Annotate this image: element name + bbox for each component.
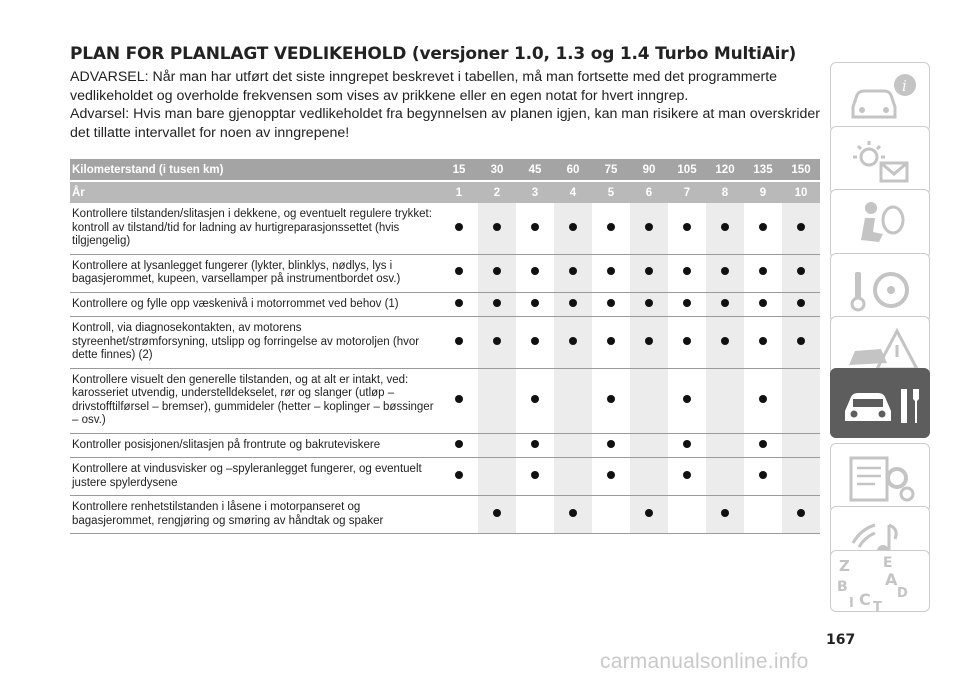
scheduled-dot-icon bbox=[569, 267, 577, 275]
car-info-icon bbox=[831, 63, 931, 133]
scheduled-dot-icon bbox=[759, 395, 767, 403]
km-cell: 60 bbox=[554, 159, 592, 181]
index-letter: C bbox=[859, 590, 871, 609]
interval-cell bbox=[554, 496, 592, 534]
interval-cell bbox=[630, 368, 668, 433]
scheduled-dot-icon bbox=[531, 267, 539, 275]
km-header-label: Kilometerstand (i tusen km) bbox=[70, 159, 440, 181]
scheduled-dot-icon bbox=[797, 509, 805, 517]
scheduled-dot-icon bbox=[569, 337, 577, 345]
km-cell: 90 bbox=[630, 159, 668, 181]
interval-cell bbox=[782, 203, 820, 254]
scheduled-dot-icon bbox=[759, 223, 767, 231]
task-label: Kontroll, via diagnosekontakten, av motorens styreenhet/strømforsyning, utslipp og forringelse av motoroljen (hvor dette finnes) (2) bbox=[70, 317, 440, 369]
interval-cell bbox=[744, 368, 782, 433]
interval-cell bbox=[744, 254, 782, 292]
index-letter: Z bbox=[839, 557, 850, 575]
interval-cell bbox=[706, 292, 744, 317]
scheduled-dot-icon bbox=[493, 267, 501, 275]
interval-cell bbox=[440, 254, 478, 292]
scheduled-dot-icon bbox=[531, 395, 539, 403]
interval-cell bbox=[478, 458, 516, 496]
interval-cell bbox=[744, 496, 782, 534]
sidebar-tab-specifications[interactable] bbox=[830, 443, 930, 513]
km-cell: 135 bbox=[744, 159, 782, 181]
specifications-icon bbox=[831, 444, 931, 514]
interval-cell bbox=[554, 203, 592, 254]
interval-cell bbox=[630, 458, 668, 496]
interval-cell bbox=[706, 203, 744, 254]
scheduled-dot-icon bbox=[607, 267, 615, 275]
scheduled-dot-icon bbox=[683, 337, 691, 345]
interval-cell bbox=[744, 203, 782, 254]
table-row bbox=[70, 317, 820, 369]
scheduled-dot-icon bbox=[759, 337, 767, 345]
scheduled-dot-icon bbox=[683, 299, 691, 307]
table-row bbox=[70, 433, 820, 458]
interval-cell bbox=[744, 458, 782, 496]
year-cell: 7 bbox=[668, 181, 706, 203]
scheduled-dot-icon bbox=[455, 267, 463, 275]
interval-cell bbox=[630, 292, 668, 317]
interval-cell bbox=[668, 433, 706, 458]
interval-cell bbox=[516, 496, 554, 534]
interval-cell bbox=[592, 254, 630, 292]
table-row bbox=[70, 458, 820, 496]
interval-cell bbox=[782, 433, 820, 458]
interval-cell bbox=[630, 317, 668, 369]
interval-cell bbox=[516, 203, 554, 254]
scheduled-dot-icon bbox=[645, 337, 653, 345]
scheduled-dot-icon bbox=[531, 337, 539, 345]
km-cell: 105 bbox=[668, 159, 706, 181]
scheduled-dot-icon bbox=[455, 337, 463, 345]
index-letter: E bbox=[883, 555, 893, 571]
sidebar-tab-index[interactable] bbox=[830, 550, 930, 612]
interval-cell bbox=[782, 317, 820, 369]
interval-cell bbox=[668, 458, 706, 496]
scheduled-dot-icon bbox=[455, 299, 463, 307]
scheduled-dot-icon bbox=[683, 267, 691, 275]
scheduled-dot-icon bbox=[683, 440, 691, 448]
interval-cell bbox=[592, 368, 630, 433]
km-cell: 30 bbox=[478, 159, 516, 181]
table-row bbox=[70, 203, 820, 254]
interval-cell bbox=[782, 254, 820, 292]
scheduled-dot-icon bbox=[455, 223, 463, 231]
scheduled-dot-icon bbox=[607, 299, 615, 307]
year-cell: 1 bbox=[440, 181, 478, 203]
interval-cell bbox=[478, 496, 516, 534]
interval-cell bbox=[744, 433, 782, 458]
km-cell: 75 bbox=[592, 159, 630, 181]
svg-text:i: i bbox=[902, 77, 907, 95]
scheduled-dot-icon bbox=[493, 299, 501, 307]
scheduled-dot-icon bbox=[683, 223, 691, 231]
interval-cell bbox=[782, 496, 820, 534]
scheduled-dot-icon bbox=[759, 299, 767, 307]
scheduled-dot-icon bbox=[531, 440, 539, 448]
scheduled-dot-icon bbox=[607, 440, 615, 448]
year-cell: 3 bbox=[516, 181, 554, 203]
steering-wheel-key-icon bbox=[831, 254, 931, 324]
interval-cell bbox=[554, 433, 592, 458]
interval-cell bbox=[706, 433, 744, 458]
interval-cell bbox=[440, 292, 478, 317]
interval-cell bbox=[744, 317, 782, 369]
scheduled-dot-icon bbox=[721, 267, 729, 275]
year-cell: 6 bbox=[630, 181, 668, 203]
interval-cell bbox=[668, 317, 706, 369]
task-label: Kontrollere visuelt den generelle tilstanden, og at alt er intakt, ved: karosseriet utvendig, understelldekselet, rør og slanger (utløp – drivstofftilførsel – bremser), gummideler (hetter – koplinger – bøssinger – osv.) bbox=[70, 368, 440, 433]
year-cell: 4 bbox=[554, 181, 592, 203]
scheduled-dot-icon bbox=[455, 395, 463, 403]
interval-cell bbox=[706, 317, 744, 369]
interval-cell bbox=[592, 433, 630, 458]
warning-lights-icon bbox=[831, 127, 931, 197]
table-row bbox=[70, 496, 820, 534]
warning-paragraph-1: ADVARSEL: Når man har utført det siste inngrepet beskrevet i tabellen, må man fortsette med det programmerte vedlikeholdet og overholde frekvensen som vises av prikkene eller en egen notat for hvert inngrep. bbox=[70, 69, 778, 104]
scheduled-dot-icon bbox=[759, 440, 767, 448]
scheduled-dot-icon bbox=[645, 223, 653, 231]
scheduled-dot-icon bbox=[683, 395, 691, 403]
year-cell: 10 bbox=[782, 181, 820, 203]
interval-cell bbox=[516, 254, 554, 292]
year-cell: 8 bbox=[706, 181, 744, 203]
table-row bbox=[70, 368, 820, 433]
page-number: 167 bbox=[826, 632, 856, 648]
interval-cell bbox=[630, 433, 668, 458]
interval-cell bbox=[630, 254, 668, 292]
km-cell: 120 bbox=[706, 159, 744, 181]
interval-cell bbox=[516, 292, 554, 317]
interval-cell bbox=[782, 458, 820, 496]
task-label: Kontrollere at lysanlegget fungerer (lykter, blinklys, nødlys, lys i bagasjerommet, kupeen, varsellamper på instrumentbordet osv.) bbox=[70, 254, 440, 292]
year-header-row bbox=[70, 181, 820, 203]
task-label: Kontroller posisjonen/slitasjen på frontrute og bakruteviskere bbox=[70, 433, 440, 458]
interval-cell bbox=[706, 254, 744, 292]
task-label: Kontrollere at vindusvisker og –spyleranlegget fungerer, og eventuelt justere spylerdysene bbox=[70, 458, 440, 496]
interval-cell bbox=[478, 292, 516, 317]
interval-cell bbox=[516, 317, 554, 369]
interval-cell bbox=[478, 317, 516, 369]
interval-cell bbox=[554, 292, 592, 317]
interval-cell bbox=[516, 368, 554, 433]
scheduled-dot-icon bbox=[569, 223, 577, 231]
interval-cell bbox=[782, 368, 820, 433]
km-cell: 15 bbox=[440, 159, 478, 181]
scheduled-dot-icon bbox=[493, 337, 501, 345]
interval-cell bbox=[592, 496, 630, 534]
km-cell: 45 bbox=[516, 159, 554, 181]
interval-cell bbox=[440, 368, 478, 433]
interval-cell bbox=[668, 203, 706, 254]
interval-cell bbox=[440, 496, 478, 534]
interval-cell bbox=[782, 292, 820, 317]
scheduled-dot-icon bbox=[455, 440, 463, 448]
interval-cell bbox=[592, 317, 630, 369]
airbag-seat-icon bbox=[831, 190, 931, 260]
interval-cell bbox=[516, 458, 554, 496]
scheduled-dot-icon bbox=[607, 337, 615, 345]
index-icon bbox=[831, 551, 931, 613]
interval-cell bbox=[706, 458, 744, 496]
interval-cell bbox=[668, 368, 706, 433]
sidebar-tab-starting-driving[interactable] bbox=[830, 253, 930, 323]
scheduled-dot-icon bbox=[531, 299, 539, 307]
maintenance-table bbox=[70, 159, 820, 534]
interval-cell bbox=[554, 458, 592, 496]
index-letter: A bbox=[885, 570, 898, 589]
task-label: Kontrollere renhetstilstanden i låsene i motorpanseret og bagasjerommet, rengjøring og smøring av håndtak og spaker bbox=[70, 496, 440, 534]
interval-cell bbox=[440, 203, 478, 254]
scheduled-dot-icon bbox=[493, 509, 501, 517]
scheduled-dot-icon bbox=[797, 223, 805, 231]
interval-cell bbox=[706, 496, 744, 534]
interval-cell bbox=[440, 317, 478, 369]
page-title: PLAN FOR PLANLAGT VEDLIKEHOLD (versjoner 1.0, 1.3 og 1.4 Turbo MultiAir) bbox=[70, 44, 797, 64]
scheduled-dot-icon bbox=[759, 267, 767, 275]
scheduled-dot-icon bbox=[759, 471, 767, 479]
table-row bbox=[70, 254, 820, 292]
scheduled-dot-icon bbox=[645, 267, 653, 275]
index-letter: I bbox=[849, 596, 854, 611]
interval-cell bbox=[668, 254, 706, 292]
warning-paragraph-2: Advarsel: Hvis man bare gjenopptar vedlikeholdet fra begynnelsen av planen igjen, kan man risikere at man overskrider det tillatte intervallet for noen av inngrepene! bbox=[70, 106, 820, 141]
year-header-label: År bbox=[70, 181, 440, 203]
index-letter: B bbox=[837, 579, 848, 595]
scheduled-dot-icon bbox=[607, 395, 615, 403]
scheduled-dot-icon bbox=[607, 471, 615, 479]
interval-cell bbox=[592, 203, 630, 254]
scheduled-dot-icon bbox=[797, 267, 805, 275]
year-cell: 9 bbox=[744, 181, 782, 203]
scheduled-dot-icon bbox=[721, 223, 729, 231]
sidebar-tab-safety[interactable] bbox=[830, 189, 930, 259]
scheduled-dot-icon bbox=[797, 337, 805, 345]
scheduled-dot-icon bbox=[797, 299, 805, 307]
scheduled-dot-icon bbox=[455, 471, 463, 479]
interval-cell bbox=[478, 254, 516, 292]
interval-cell bbox=[630, 203, 668, 254]
scheduled-dot-icon bbox=[569, 299, 577, 307]
task-label: Kontrollere og fylle opp væskenivå i motorrommet ved behov (1) bbox=[70, 292, 440, 317]
scheduled-dot-icon bbox=[721, 299, 729, 307]
scheduled-dot-icon bbox=[607, 223, 615, 231]
task-label: Kontrollere tilstanden/slitasjen i dekkene, og eventuelt regulere trykket: kontroll av tilstand/tid for ladning av hurtigreparasjonssettet (hvis tilgjengelig) bbox=[70, 203, 440, 254]
scheduled-dot-icon bbox=[645, 299, 653, 307]
interval-cell bbox=[554, 368, 592, 433]
interval-cell bbox=[668, 292, 706, 317]
index-letter: D bbox=[897, 586, 908, 601]
interval-cell bbox=[478, 368, 516, 433]
interval-cell bbox=[744, 292, 782, 317]
scheduled-dot-icon bbox=[645, 509, 653, 517]
table-row bbox=[70, 292, 820, 317]
interval-cell bbox=[554, 317, 592, 369]
year-cell: 2 bbox=[478, 181, 516, 203]
interval-cell bbox=[592, 292, 630, 317]
scheduled-dot-icon bbox=[721, 509, 729, 517]
index-letter: T bbox=[873, 600, 882, 613]
interval-cell bbox=[668, 496, 706, 534]
watermark: carmanualsonline.info bbox=[600, 650, 809, 673]
km-header-row bbox=[70, 159, 820, 181]
interval-cell bbox=[554, 254, 592, 292]
interval-cell bbox=[592, 458, 630, 496]
scheduled-dot-icon bbox=[493, 223, 501, 231]
sidebar-tab-warning-lights[interactable] bbox=[830, 126, 930, 196]
scheduled-dot-icon bbox=[683, 471, 691, 479]
maintenance-icon bbox=[831, 369, 931, 439]
interval-cell bbox=[516, 433, 554, 458]
scheduled-dot-icon bbox=[569, 509, 577, 517]
interval-cell bbox=[478, 433, 516, 458]
interval-cell bbox=[478, 203, 516, 254]
scheduled-dot-icon bbox=[531, 471, 539, 479]
scheduled-dot-icon bbox=[531, 223, 539, 231]
interval-cell bbox=[440, 458, 478, 496]
sidebar-tab-vehicle-info[interactable] bbox=[830, 62, 930, 132]
scheduled-dot-icon bbox=[721, 337, 729, 345]
km-cell: 150 bbox=[782, 159, 820, 181]
sidebar-tab-maintenance[interactable] bbox=[830, 368, 930, 438]
interval-cell bbox=[630, 496, 668, 534]
year-cell: 5 bbox=[592, 181, 630, 203]
interval-cell bbox=[440, 433, 478, 458]
interval-cell bbox=[706, 368, 744, 433]
